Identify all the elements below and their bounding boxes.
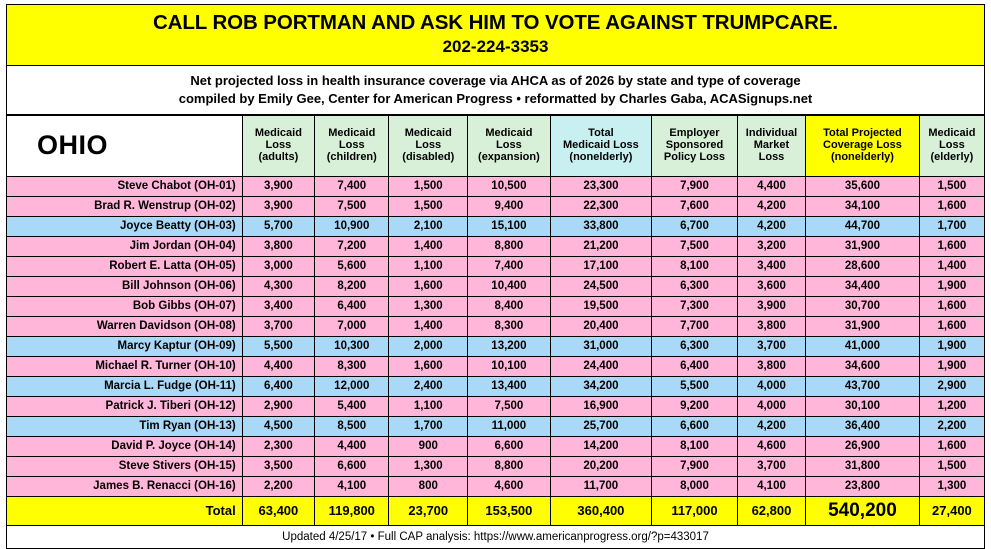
header-line: (disabled): [402, 150, 455, 163]
header-line: Coverage Loss: [823, 139, 902, 152]
district-label: Joyce Beatty (OH-03): [7, 217, 243, 237]
cell-medicaid-expansion: 4,600: [468, 477, 551, 497]
cell-medicaid-disabled: 1,500: [389, 197, 468, 217]
cell-medicaid-disabled: 2,400: [389, 377, 468, 397]
col-total-medicaid-loss: [550, 116, 651, 177]
table-row: [7, 197, 985, 217]
header-line: (children): [326, 150, 377, 163]
source-footer: Updated 4/25/17 • Full CAP analysis: https://www.americanprogress.org/?p=433017: [6, 526, 985, 549]
cell-medicaid-adults: 3,500: [242, 457, 314, 477]
cell-employer-sponsored-loss: 6,700: [652, 217, 738, 237]
header-line: Loss: [758, 150, 785, 163]
cell-medicaid-elderly: 1,500: [919, 457, 984, 477]
cell-total-projected-coverage-loss: 28,600: [806, 257, 920, 277]
cell-medicaid-disabled: 1,100: [389, 257, 468, 277]
cell-total-projected-coverage-loss: 41,000: [806, 337, 920, 357]
table-row: [7, 217, 985, 237]
total-medicaid-adults: 63,400: [242, 497, 314, 526]
cell-total-projected-coverage-loss: 31,900: [806, 237, 920, 257]
table-row: [7, 417, 985, 437]
cell-medicaid-expansion: 10,400: [468, 277, 551, 297]
cell-total-medicaid-loss: 24,400: [550, 357, 651, 377]
header-line: Loss: [338, 139, 365, 152]
table-row: [7, 277, 985, 297]
table-row: [7, 437, 985, 457]
col-total-projected-coverage-loss: [806, 116, 920, 177]
cell-medicaid-elderly: 1,300: [919, 477, 984, 497]
cell-medicaid-disabled: 2,000: [389, 337, 468, 357]
cell-total-projected-coverage-loss: 26,900: [806, 437, 920, 457]
header-line: Employer: [669, 127, 720, 140]
cell-total-medicaid-loss: 25,700: [550, 417, 651, 437]
cell-medicaid-expansion: 13,400: [468, 377, 551, 397]
cell-medicaid-elderly: 1,900: [919, 337, 984, 357]
cell-medicaid-expansion: 8,800: [468, 457, 551, 477]
cell-medicaid-elderly: 2,200: [919, 417, 984, 437]
table-body: [7, 177, 985, 497]
header-line: (expansion): [478, 150, 540, 163]
cell-medicaid-adults: 3,700: [242, 317, 314, 337]
cell-medicaid-children: 12,000: [315, 377, 389, 397]
cell-medicaid-elderly: 1,600: [919, 317, 984, 337]
cell-medicaid-disabled: 800: [389, 477, 468, 497]
col-individual-market-loss: [737, 116, 805, 177]
cell-medicaid-elderly: 1,600: [919, 297, 984, 317]
cell-total-projected-coverage-loss: 30,700: [806, 297, 920, 317]
district-label: Bill Johnson (OH-06): [7, 277, 243, 297]
cell-total-projected-coverage-loss: 31,800: [806, 457, 920, 477]
table-row: [7, 297, 985, 317]
cell-employer-sponsored-loss: 5,500: [652, 377, 738, 397]
cell-total-projected-coverage-loss: 34,600: [806, 357, 920, 377]
cell-medicaid-disabled: 1,400: [389, 317, 468, 337]
cell-individual-market-loss: 4,100: [737, 477, 805, 497]
header-line: (nonelderly): [830, 150, 894, 163]
district-label: Warren Davidson (OH-08): [7, 317, 243, 337]
cell-total-medicaid-loss: 11,700: [550, 477, 651, 497]
total-medicaid-elderly: 27,400: [919, 497, 984, 526]
cell-employer-sponsored-loss: 6,600: [652, 417, 738, 437]
col-medicaid-elderly: [919, 116, 984, 177]
cell-medicaid-children: 8,500: [315, 417, 389, 437]
cell-medicaid-adults: 3,000: [242, 257, 314, 277]
cell-medicaid-children: 7,500: [315, 197, 389, 217]
header-line: Medicaid: [328, 127, 376, 140]
cell-medicaid-disabled: 1,400: [389, 237, 468, 257]
col-medicaid-disabled: [389, 116, 468, 177]
cell-medicaid-adults: 4,500: [242, 417, 314, 437]
header-line: Market: [753, 139, 790, 152]
total-medicaid-children: 119,800: [315, 497, 389, 526]
header-line: Total Projected: [823, 127, 902, 140]
district-label: David P. Joyce (OH-14): [7, 437, 243, 457]
cell-medicaid-elderly: 1,200: [919, 397, 984, 417]
cell-individual-market-loss: 4,600: [737, 437, 805, 457]
cell-employer-sponsored-loss: 6,400: [652, 357, 738, 377]
cell-medicaid-adults: 5,700: [242, 217, 314, 237]
cell-medicaid-disabled: 1,500: [389, 177, 468, 197]
subtitle-block: [6, 66, 985, 115]
cell-medicaid-elderly: 1,600: [919, 437, 984, 457]
district-label: Robert E. Latta (OH-05): [7, 257, 243, 277]
cell-individual-market-loss: 3,900: [737, 297, 805, 317]
cell-medicaid-elderly: 1,600: [919, 237, 984, 257]
cell-medicaid-elderly: 1,500: [919, 177, 984, 197]
cell-employer-sponsored-loss: 8,100: [652, 437, 738, 457]
total-medicaid-disabled: 23,700: [389, 497, 468, 526]
cell-individual-market-loss: 3,700: [737, 337, 805, 357]
cell-individual-market-loss: 3,800: [737, 317, 805, 337]
call-to-action-banner: [6, 4, 985, 66]
header-line: Loss: [939, 139, 965, 152]
cell-employer-sponsored-loss: 9,200: [652, 397, 738, 417]
cell-total-medicaid-loss: 23,300: [550, 177, 651, 197]
table-row: [7, 177, 985, 197]
table-row: [7, 397, 985, 417]
cell-medicaid-disabled: 1,700: [389, 417, 468, 437]
cell-individual-market-loss: 4,200: [737, 197, 805, 217]
total-total-medicaid-loss: 360,400: [550, 497, 651, 526]
cell-employer-sponsored-loss: 6,300: [652, 337, 738, 357]
table-row: [7, 317, 985, 337]
cell-total-medicaid-loss: 20,400: [550, 317, 651, 337]
cell-total-medicaid-loss: 21,200: [550, 237, 651, 257]
cell-total-medicaid-loss: 34,200: [550, 377, 651, 397]
cell-individual-market-loss: 3,700: [737, 457, 805, 477]
district-label: Steve Stivers (OH-15): [7, 457, 243, 477]
cell-medicaid-elderly: 1,900: [919, 277, 984, 297]
district-label: Jim Jordan (OH-04): [7, 237, 243, 257]
cell-medicaid-expansion: 11,000: [468, 417, 551, 437]
district-label: Marcia L. Fudge (OH-11): [7, 377, 243, 397]
header-line: Individual: [745, 127, 798, 140]
header-line: Total: [588, 127, 614, 140]
cell-medicaid-expansion: 9,400: [468, 197, 551, 217]
cell-medicaid-disabled: 1,600: [389, 277, 468, 297]
cell-individual-market-loss: 3,400: [737, 257, 805, 277]
total-employer-sponsored-loss: 117,000: [652, 497, 738, 526]
cell-employer-sponsored-loss: 7,500: [652, 237, 738, 257]
cell-medicaid-elderly: 1,600: [919, 197, 984, 217]
cell-employer-sponsored-loss: 8,000: [652, 477, 738, 497]
header-line: Medicaid: [254, 127, 302, 140]
subtitle-line-2: compiled by Emily Gee, Center for American Progress • reformatted by Charles Gaba, ACASignups.net: [178, 90, 813, 106]
cell-medicaid-expansion: 8,400: [468, 297, 551, 317]
page-title: OHIO: [7, 116, 243, 177]
coverage-loss-table: [6, 115, 985, 526]
cell-total-projected-coverage-loss: 43,700: [806, 377, 920, 397]
header-line: Policy Loss: [663, 150, 726, 163]
total-row: [7, 497, 985, 526]
cell-medicaid-expansion: 7,500: [468, 397, 551, 417]
cell-employer-sponsored-loss: 7,900: [652, 457, 738, 477]
cell-medicaid-adults: 4,400: [242, 357, 314, 377]
district-label: Michael R. Turner (OH-10): [7, 357, 243, 377]
cell-medicaid-children: 10,900: [315, 217, 389, 237]
cell-total-medicaid-loss: 16,900: [550, 397, 651, 417]
cell-employer-sponsored-loss: 8,100: [652, 257, 738, 277]
district-label: Brad R. Wenstrup (OH-02): [7, 197, 243, 217]
cell-medicaid-children: 4,100: [315, 477, 389, 497]
cell-individual-market-loss: 4,400: [737, 177, 805, 197]
cell-medicaid-children: 8,200: [315, 277, 389, 297]
cell-medicaid-disabled: 900: [389, 437, 468, 457]
cell-employer-sponsored-loss: 7,700: [652, 317, 738, 337]
cell-total-medicaid-loss: 17,100: [550, 257, 651, 277]
cell-individual-market-loss: 4,200: [737, 217, 805, 237]
table-row: [7, 457, 985, 477]
table-row: [7, 257, 985, 277]
cell-medicaid-expansion: 8,800: [468, 237, 551, 257]
cell-medicaid-children: 6,400: [315, 297, 389, 317]
cell-total-projected-coverage-loss: 30,100: [806, 397, 920, 417]
header-line: Medicaid: [404, 127, 452, 140]
total-label: Total: [7, 497, 243, 526]
header-line: Loss: [415, 139, 442, 152]
cell-medicaid-disabled: 1,300: [389, 457, 468, 477]
col-medicaid-expansion: [468, 116, 551, 177]
table-header: [7, 116, 985, 177]
cell-medicaid-children: 5,400: [315, 397, 389, 417]
table-row: [7, 337, 985, 357]
cell-medicaid-children: 10,300: [315, 337, 389, 357]
cell-medicaid-expansion: 15,100: [468, 217, 551, 237]
cell-medicaid-elderly: 2,900: [919, 377, 984, 397]
total-medicaid-expansion: 153,500: [468, 497, 551, 526]
cell-total-projected-coverage-loss: 34,400: [806, 277, 920, 297]
cell-individual-market-loss: 3,200: [737, 237, 805, 257]
cell-individual-market-loss: 4,000: [737, 377, 805, 397]
cell-individual-market-loss: 4,000: [737, 397, 805, 417]
cell-medicaid-expansion: 10,100: [468, 357, 551, 377]
cell-medicaid-adults: 3,800: [242, 237, 314, 257]
cell-medicaid-children: 6,600: [315, 457, 389, 477]
cell-medicaid-elderly: 1,900: [919, 357, 984, 377]
cell-medicaid-adults: 5,500: [242, 337, 314, 357]
cell-total-medicaid-loss: 20,200: [550, 457, 651, 477]
district-label: Bob Gibbs (OH-07): [7, 297, 243, 317]
cell-medicaid-adults: 6,400: [242, 377, 314, 397]
district-label: Steve Chabot (OH-01): [7, 177, 243, 197]
table-row: [7, 237, 985, 257]
cell-total-projected-coverage-loss: 34,100: [806, 197, 920, 217]
district-label: Patrick J. Tiberi (OH-12): [7, 397, 243, 417]
district-label: Tim Ryan (OH-13): [7, 417, 243, 437]
cell-individual-market-loss: 3,800: [737, 357, 805, 377]
cell-medicaid-adults: 2,200: [242, 477, 314, 497]
cell-medicaid-adults: 2,300: [242, 437, 314, 457]
cell-total-projected-coverage-loss: 23,800: [806, 477, 920, 497]
cell-employer-sponsored-loss: 7,900: [652, 177, 738, 197]
banner-phone-number: 202-224-3353: [442, 36, 549, 56]
header-line: (adults): [258, 150, 299, 163]
cell-total-projected-coverage-loss: 31,900: [806, 317, 920, 337]
cell-total-medicaid-loss: 24,500: [550, 277, 651, 297]
cell-medicaid-disabled: 1,300: [389, 297, 468, 317]
header-line: Medicaid Loss: [563, 139, 639, 152]
cell-medicaid-elderly: 1,700: [919, 217, 984, 237]
cell-total-projected-coverage-loss: 36,400: [806, 417, 920, 437]
cell-total-medicaid-loss: 31,000: [550, 337, 651, 357]
col-medicaid-children: [315, 116, 389, 177]
cell-medicaid-children: 7,400: [315, 177, 389, 197]
cell-medicaid-expansion: 10,500: [468, 177, 551, 197]
header-line: Medicaid: [485, 127, 533, 140]
col-medicaid-adults: [242, 116, 314, 177]
district-label: Marcy Kaptur (OH-09): [7, 337, 243, 357]
col-employer-sponsored-loss: [652, 116, 738, 177]
cell-medicaid-adults: 3,900: [242, 197, 314, 217]
total-individual-market-loss: 62,800: [737, 497, 805, 526]
header-line: (nonelderly): [569, 150, 633, 163]
cell-employer-sponsored-loss: 7,300: [652, 297, 738, 317]
cell-total-projected-coverage-loss: 44,700: [806, 217, 920, 237]
header-line: Medicaid: [928, 127, 976, 140]
cell-total-medicaid-loss: 14,200: [550, 437, 651, 457]
cell-total-medicaid-loss: 22,300: [550, 197, 651, 217]
cell-medicaid-expansion: 8,300: [468, 317, 551, 337]
cell-medicaid-disabled: 1,100: [389, 397, 468, 417]
cell-medicaid-adults: 2,900: [242, 397, 314, 417]
table-row: [7, 357, 985, 377]
cell-medicaid-expansion: 13,200: [468, 337, 551, 357]
cell-total-medicaid-loss: 33,800: [550, 217, 651, 237]
cell-medicaid-expansion: 6,600: [468, 437, 551, 457]
cell-medicaid-disabled: 2,100: [389, 217, 468, 237]
cell-medicaid-children: 7,000: [315, 317, 389, 337]
cell-medicaid-adults: 3,900: [242, 177, 314, 197]
district-label: James B. Renacci (OH-16): [7, 477, 243, 497]
subtitle-line-1: Net projected loss in health insurance coverage via AHCA as of 2026 by state and type of coverage: [190, 72, 801, 88]
total-projected-coverage-loss: 540,200: [806, 497, 920, 526]
header-row: [7, 116, 985, 177]
cell-medicaid-children: 7,200: [315, 237, 389, 257]
cell-individual-market-loss: 4,200: [737, 417, 805, 437]
cell-medicaid-children: 5,600: [315, 257, 389, 277]
cell-employer-sponsored-loss: 7,600: [652, 197, 738, 217]
cell-total-medicaid-loss: 19,500: [550, 297, 651, 317]
table-footer: [7, 497, 985, 526]
header-line: Sponsored: [665, 139, 724, 152]
header-line: Loss: [265, 139, 292, 152]
cell-medicaid-children: 4,400: [315, 437, 389, 457]
cell-employer-sponsored-loss: 6,300: [652, 277, 738, 297]
cell-medicaid-elderly: 1,400: [919, 257, 984, 277]
cell-medicaid-adults: 4,300: [242, 277, 314, 297]
cell-total-projected-coverage-loss: 35,600: [806, 177, 920, 197]
header-line: Loss: [496, 139, 522, 152]
cell-medicaid-adults: 3,400: [242, 297, 314, 317]
banner-headline: CALL ROB PORTMAN AND ASK HIM TO VOTE AGAINST TRUMPCARE.: [152, 11, 839, 34]
cell-medicaid-expansion: 7,400: [468, 257, 551, 277]
cell-medicaid-disabled: 1,600: [389, 357, 468, 377]
table-row: [7, 377, 985, 397]
cell-individual-market-loss: 3,600: [737, 277, 805, 297]
cell-medicaid-children: 8,300: [315, 357, 389, 377]
header-line: (elderly): [930, 150, 974, 163]
